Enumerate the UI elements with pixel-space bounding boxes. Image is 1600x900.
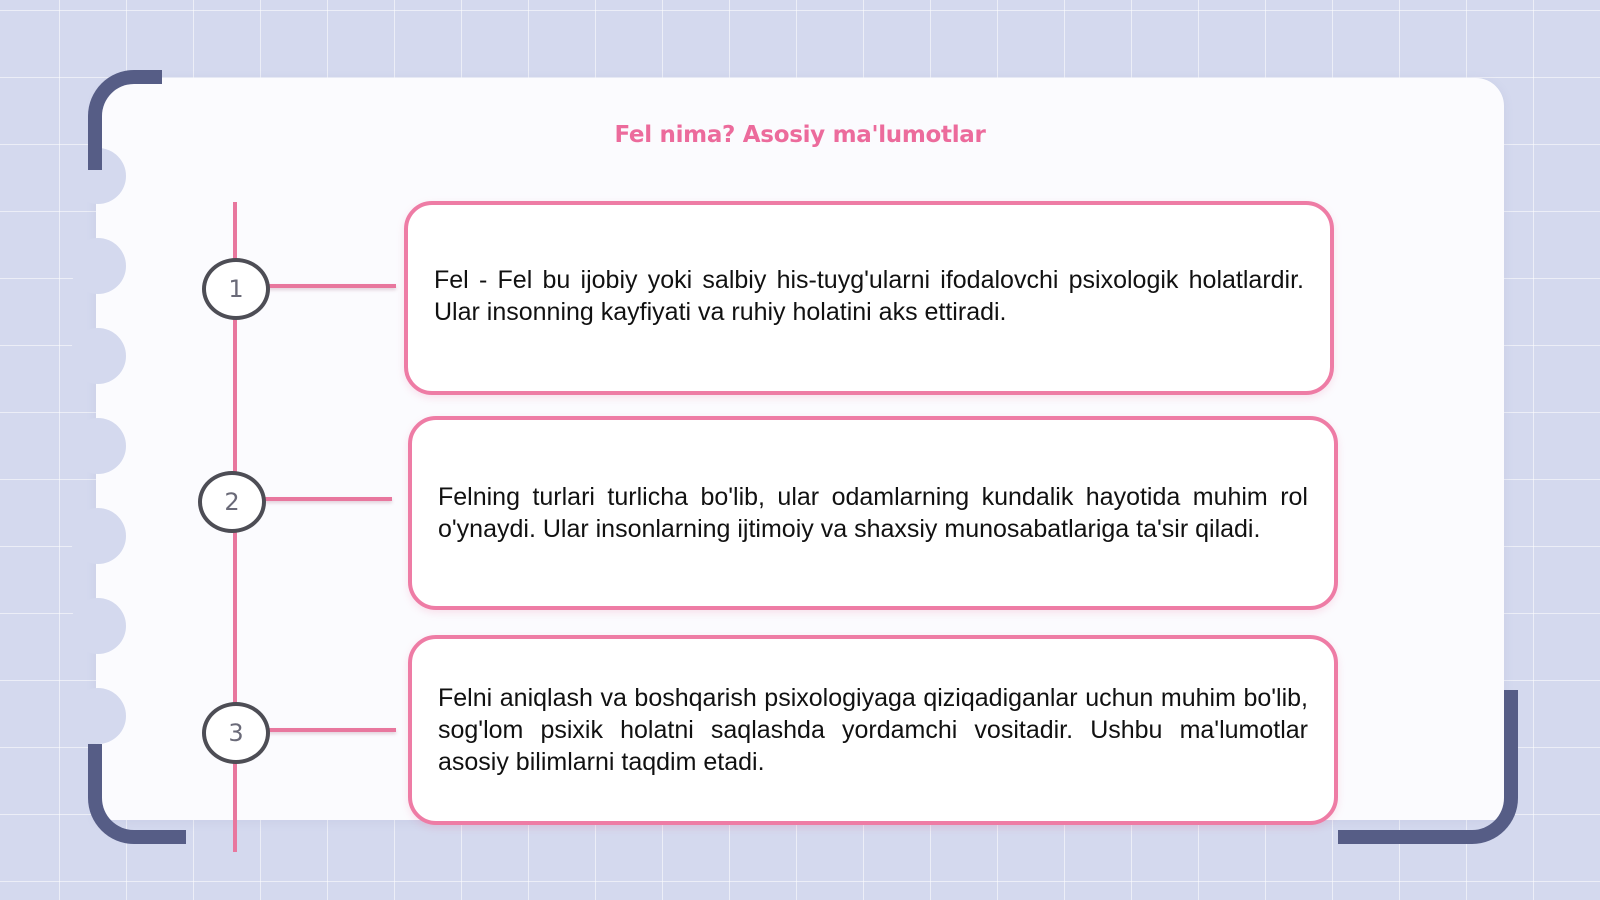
paper-edge-scallop bbox=[70, 688, 126, 744]
marker-number: 1 bbox=[228, 275, 244, 303]
slide-title: Fel nima? Asosiy ma'lumotlar bbox=[614, 122, 986, 148]
info-card-3 bbox=[408, 635, 1338, 825]
paper-edge-scallop bbox=[70, 238, 126, 294]
frame-corner-top-left bbox=[88, 70, 162, 170]
paper-edge-scallop bbox=[70, 598, 126, 654]
paper-edge-scallop bbox=[70, 418, 126, 474]
info-card-text: Fel - Fel bu ijobiy yoki salbiy his-tuyg'ularni ifodalovchi psixologik holatlardir. Ular insonning kayfiyati va ruhiy holatini aks ettiradi. bbox=[434, 266, 1304, 326]
frame-corner-bottom-left bbox=[88, 744, 186, 844]
frame-corner-bottom-right bbox=[1338, 690, 1518, 844]
info-card-1 bbox=[404, 201, 1334, 395]
paper-edge-scallop bbox=[70, 508, 126, 564]
timeline-connector-2 bbox=[262, 497, 392, 501]
info-card-text: Felni aniqlash va boshqarish psixologiyaga qiziqadiganlar uchun muhim bo'lib, sog'lom psixik holatni saqlashda yordamchi vositadir. Ushbu ma'lumotlar asosiy bilimlarni taqdim etadi. bbox=[438, 684, 1308, 776]
timeline-connector-1 bbox=[266, 284, 396, 288]
paper-edge-scallop bbox=[70, 328, 126, 384]
info-card-text: Felning turlari turlicha bo'lib, ular odamlarning kundalik hayotida muhim rol o'ynaydi. Ular insonlarning ijtimoiy va shaxsiy munosabatlariga ta'sir qiladi. bbox=[438, 483, 1308, 543]
timeline-connector-3 bbox=[266, 728, 396, 732]
timeline-marker-1 bbox=[202, 258, 270, 320]
info-card-2 bbox=[408, 416, 1338, 610]
timeline-marker-3 bbox=[202, 702, 270, 764]
marker-number: 3 bbox=[228, 719, 244, 747]
marker-number: 2 bbox=[224, 488, 240, 516]
timeline-marker-2 bbox=[198, 471, 266, 533]
